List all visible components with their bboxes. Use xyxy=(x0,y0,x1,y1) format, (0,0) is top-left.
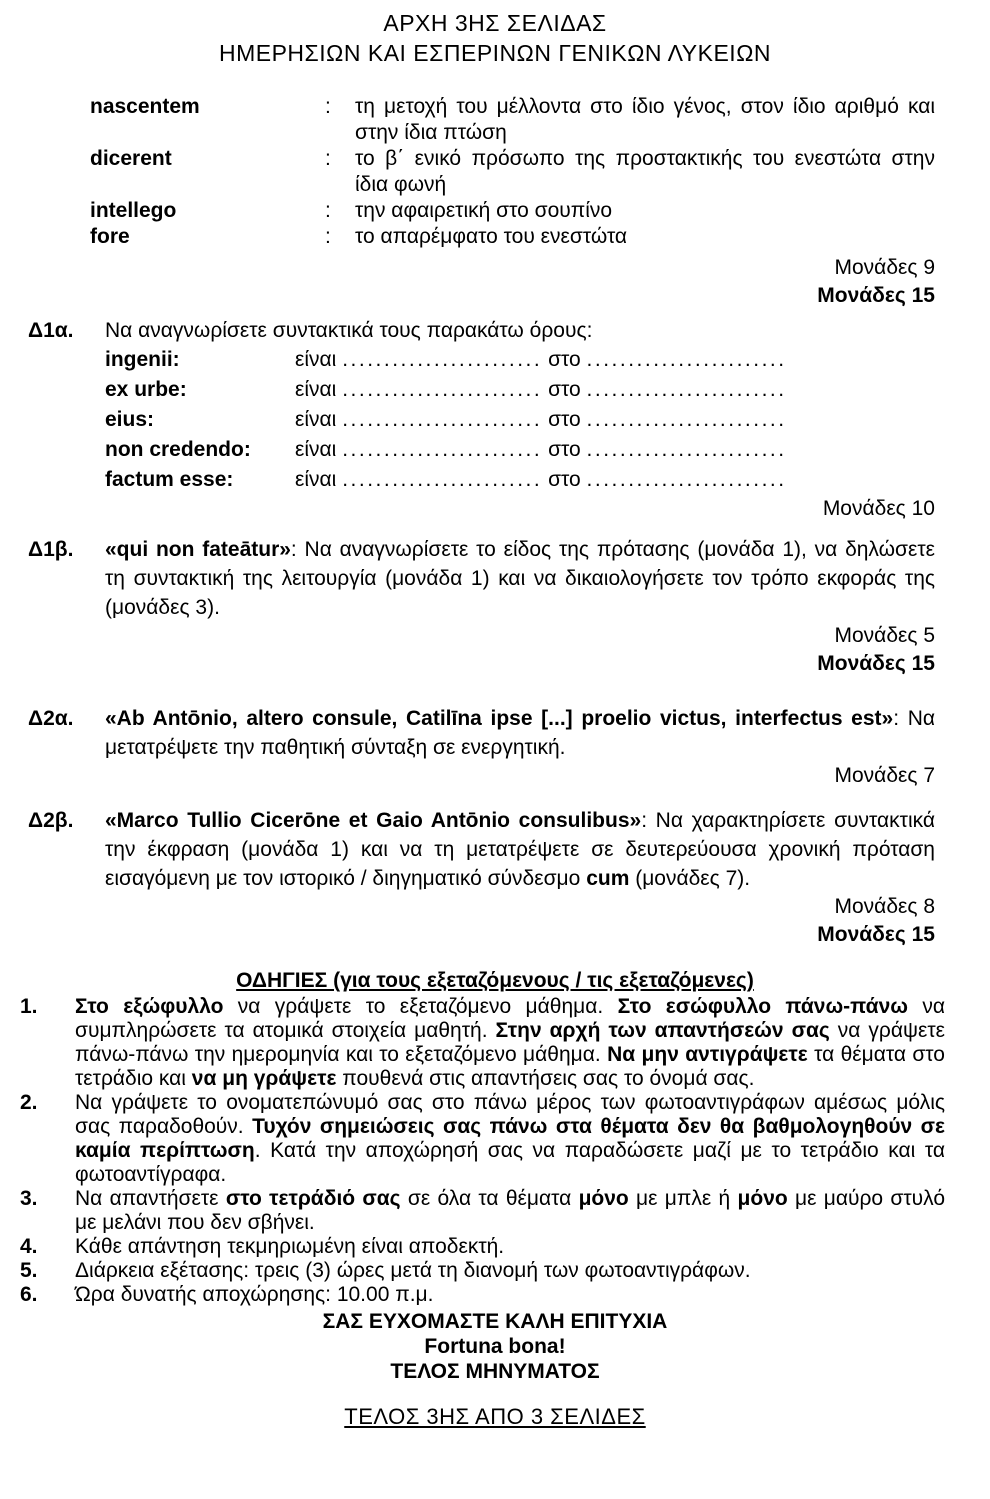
bold-text-segment: «Ab Antōnio, altero consule, Catilīna ipse [...] proelio victus, interfectus est» xyxy=(105,707,894,730)
section-d1b-text xyxy=(105,535,935,622)
marks-7: Μονάδες 7 xyxy=(834,764,935,787)
marks-9: Μονάδες 9 xyxy=(834,256,935,279)
marks-5: Μονάδες 5 xyxy=(834,624,935,647)
section-d2b-text xyxy=(105,806,935,893)
fill-term: factum esse: xyxy=(105,468,234,491)
instruction-item xyxy=(20,1091,945,1187)
definition-term: nascentem xyxy=(90,95,200,118)
instruction-text xyxy=(75,995,945,1091)
text-segment: Να γράψετε το ονοματεπώνυμό σας στο πάνω μέρος των φωτοαντιγράφων αμέσως μόλις σας παραδοθούν. xyxy=(75,1091,945,1138)
bold-text-segment: μόνο xyxy=(737,1187,788,1210)
definition-colon: : xyxy=(325,147,331,170)
bold-text-segment: στο τετράδιό σας xyxy=(225,1187,401,1210)
instruction-number: 2. xyxy=(20,1091,38,1114)
fill-word-einai: είναι xyxy=(295,378,337,401)
bold-text-segment: cum xyxy=(586,867,630,890)
definition-row xyxy=(90,146,935,198)
definition-term: intellego xyxy=(90,199,177,222)
fill-row xyxy=(105,345,935,375)
bold-text-segment: Τυχόν σημειώσεις σας πάνω στα θέματα δεν θα βαθμολογηθούν σε καμία περίπτωση xyxy=(75,1115,945,1162)
section-label: Δ2β. xyxy=(28,809,74,832)
text-segment: να συμπληρώσετε τα ατομικά στοιχεία μαθητή. xyxy=(75,995,946,1042)
dotted-blank: ........................ xyxy=(586,438,787,461)
fill-row xyxy=(105,405,935,435)
instruction-item xyxy=(20,995,945,1091)
marks-total-15: Μονάδες 15 xyxy=(817,652,935,675)
marks-10: Μονάδες 10 xyxy=(822,497,935,520)
fill-term: eius: xyxy=(105,408,155,431)
instruction-text xyxy=(75,1283,945,1307)
section-d2a-text xyxy=(105,704,935,762)
section-d1a xyxy=(28,316,935,495)
bold-text-segment: μόνο xyxy=(578,1187,629,1210)
instruction-number: 6. xyxy=(20,1283,38,1306)
definition-row xyxy=(90,198,935,224)
bold-text-segment: «Marco Tullio Cicerōne et Gaio Antōnio consulibus» xyxy=(105,809,642,832)
fill-word-einai: είναι xyxy=(295,438,337,461)
instruction-number: 3. xyxy=(20,1187,38,1210)
text-segment: Διάρκεια εξέτασης: τρεις (3) ώρες μετά τη διανομή των φωτοαντιγράφων. xyxy=(75,1259,751,1282)
text-segment: : Να αναγνωρίσετε το είδος της πρότασης (μονάδα 1), να δηλώσετε τη συντακτική της λειτουργία (μονάδα 1) και να δικαιολογήσετε τον τρόπο εκφοράς της (μονάδες 3). xyxy=(105,538,935,619)
section-label: Δ2α. xyxy=(28,707,74,730)
dotted-blank: ........................ xyxy=(342,348,543,371)
page-header xyxy=(0,0,990,68)
text-segment: Ώρα δυνατής αποχώρησης: 10.00 π.μ. xyxy=(75,1283,434,1306)
dotted-blank: ........................ xyxy=(342,408,543,431)
fill-line xyxy=(295,435,787,465)
text-segment: : Να μετατρέψετε την παθητική σύνταξη σε ενεργητική. xyxy=(105,707,935,759)
definition-colon: : xyxy=(325,225,331,248)
definition-colon: : xyxy=(325,95,331,118)
instruction-number: 1. xyxy=(20,995,38,1018)
instruction-text xyxy=(75,1235,945,1259)
fill-word-sto: στο xyxy=(548,378,581,401)
end-of-page-line: ΤΕΛΟΣ 3ΗΣ ΑΠΟ 3 ΣΕΛΙΔΕΣ xyxy=(344,1404,646,1429)
fill-row xyxy=(105,375,935,405)
instruction-text xyxy=(75,1091,945,1187)
dotted-blank: ........................ xyxy=(342,438,543,461)
fill-row xyxy=(105,465,935,495)
fill-line xyxy=(295,375,787,405)
fortuna-bona-line: Fortuna bona! xyxy=(424,1335,566,1358)
definition-term: fore xyxy=(90,225,130,248)
dotted-blank: ........................ xyxy=(342,378,543,401)
marks-8: Μονάδες 8 xyxy=(834,895,935,918)
section-d2a xyxy=(28,704,935,762)
instruction-item xyxy=(20,1235,945,1259)
dotted-blank: ........................ xyxy=(586,468,787,491)
definitions-list xyxy=(90,94,935,250)
section-label: Δ1α. xyxy=(28,319,74,342)
definition-row xyxy=(90,94,935,146)
definition-text: την αφαιρετική στο σουπίνο xyxy=(355,199,613,222)
fill-word-sto: στο xyxy=(548,438,581,461)
bold-text-segment: Στο εξώφυλλο xyxy=(75,995,224,1018)
instruction-text xyxy=(75,1187,945,1235)
instruction-number: 4. xyxy=(20,1235,38,1258)
fill-line xyxy=(295,405,787,435)
section-d2b xyxy=(28,806,935,893)
good-luck-line: ΣΑΣ ΕΥΧΟΜΑΣΤΕ ΚΑΛΗ ΕΠΙΤΥΧΙΑ xyxy=(322,1310,668,1333)
section-d1a-body xyxy=(105,316,935,495)
dotted-blank: ........................ xyxy=(586,378,787,401)
fill-term: ingenii: xyxy=(105,348,180,371)
instruction-number: 5. xyxy=(20,1259,38,1282)
end-of-message-line: ΤΕΛΟΣ ΜΗΝΥΜΑΤΟΣ xyxy=(390,1360,600,1383)
bold-text-segment: Να μην αντιγράψετε xyxy=(607,1043,808,1066)
bold-text-segment: Στην αρχή των απαντήσεών σας xyxy=(495,1019,830,1042)
instruction-item xyxy=(20,1283,945,1307)
fill-word-sto: στο xyxy=(548,408,581,431)
section-d1b xyxy=(28,535,935,622)
dotted-blank: ........................ xyxy=(586,408,787,431)
fill-line xyxy=(295,465,787,495)
text-segment: με μαύρο στυλό με μελάνι που δεν σβήνει. xyxy=(75,1187,945,1234)
dotted-blank: ........................ xyxy=(342,468,543,491)
page-header-line2: ΗΜΕΡΗΣΙΩΝ ΚΑΙ ΕΣΠΕΡΙΝΩΝ ΓΕΝΙΚΩΝ ΛΥΚΕΙΩΝ xyxy=(218,40,771,66)
fill-word-sto: στο xyxy=(548,348,581,371)
section-label: Δ1β. xyxy=(28,538,74,561)
bold-text-segment: Στο εσώφυλλο πάνω-πάνω xyxy=(617,995,909,1018)
text-segment: : Να χαρακτηρίσετε συντακτικά την έκφραση (μονάδα 1) και να τη μετατρέψετε σε δευτερεύουσα χρονική πρόταση εισαγόμενη με τον ιστορικό / διηγηματικό σύνδεσμο xyxy=(105,809,935,890)
bold-text-segment: να μη γράψετε xyxy=(191,1067,337,1090)
marks-total-15: Μονάδες 15 xyxy=(817,923,935,946)
definition-text: το απαρέμφατο του ενεστώτα xyxy=(355,225,628,248)
text-segment: να γράψετε πάνω-πάνω την ημερομηνία και το εξεταζόμενο μάθημα. xyxy=(75,1019,946,1066)
instruction-item xyxy=(20,1187,945,1235)
dotted-blank: ........................ xyxy=(586,348,787,371)
text-segment: πουθενά στις απαντήσεις σας το όνομά σας. xyxy=(336,1067,755,1090)
definition-term: dicerent xyxy=(90,147,172,170)
text-segment: Κάθε απάντηση τεκμηριωμένη είναι αποδεκτή. xyxy=(75,1235,505,1258)
text-segment: να γράψετε το εξεταζόμενο μάθημα. xyxy=(223,995,618,1018)
text-segment: . Κατά την αποχώρησή σας να παραδώσετε μαζί με το τετράδιο και τα φωτοαντίγραφα. xyxy=(75,1139,945,1186)
fill-term: non credendo: xyxy=(105,438,251,461)
text-segment: (μονάδες 7). xyxy=(629,867,751,890)
text-segment: τα θέματα στο τετράδιο και xyxy=(75,1043,945,1090)
text-segment: σε όλα τα θέματα xyxy=(400,1187,579,1210)
definition-colon: : xyxy=(325,199,331,222)
definition-text: το β΄ ενικό πρόσωπο της προστακτικής του ενεστώτα στην ίδια φωνή xyxy=(355,147,935,196)
instructions-heading: ΟΔΗΓΙΕΣ (για τους εξεταζόμενους / τις εξεταζόμενες) xyxy=(236,969,754,992)
fill-row xyxy=(105,435,935,465)
fill-word-sto: στο xyxy=(548,468,581,491)
bold-text-segment: «qui non fateātur» xyxy=(105,538,291,561)
fill-word-einai: είναι xyxy=(295,468,337,491)
page-header-line1: ΑΡΧΗ 3ΗΣ ΣΕΛΙΔΑΣ xyxy=(383,10,607,36)
marks-total-15: Μονάδες 15 xyxy=(817,284,935,307)
fill-word-einai: είναι xyxy=(295,348,337,371)
fill-line xyxy=(295,345,787,375)
text-segment: Να απαντήσετε xyxy=(75,1187,226,1210)
instruction-item xyxy=(20,1259,945,1283)
instruction-text xyxy=(75,1259,945,1283)
fill-term: ex urbe: xyxy=(105,378,187,401)
instructions-list xyxy=(0,995,990,1307)
fill-word-einai: είναι xyxy=(295,408,337,431)
text-segment: με μπλε ή xyxy=(628,1187,738,1210)
d1a-intro: Να αναγνωρίσετε συντακτικά τους παρακάτω όρους: xyxy=(105,319,593,342)
definition-row xyxy=(90,224,935,250)
definition-text: τη μετοχή του μέλλοντα στο ίδιο γένος, στον ίδιο αριθμό και στην ίδια πτώση xyxy=(355,95,935,144)
